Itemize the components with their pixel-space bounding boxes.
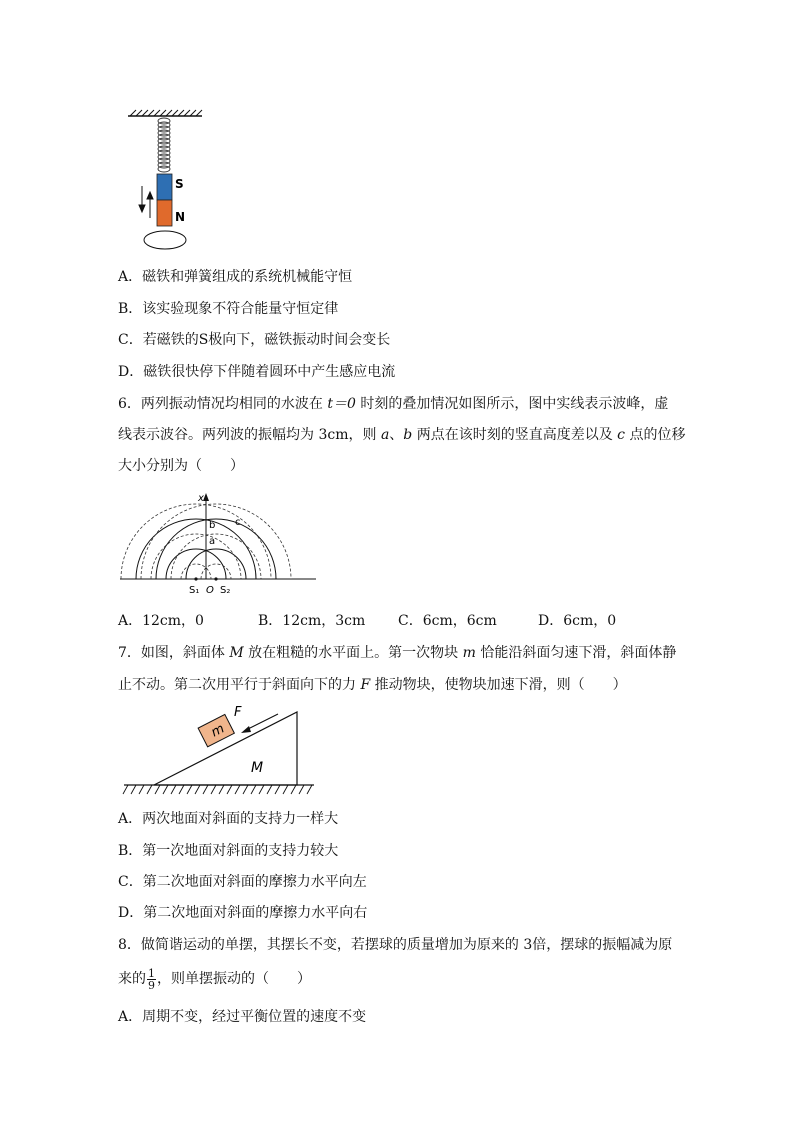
label-s1: S₁ xyxy=(189,585,200,596)
label-x: x xyxy=(198,493,204,504)
label-f: F xyxy=(234,705,242,720)
label-s: S xyxy=(175,177,184,191)
label-big-m: M xyxy=(251,760,264,776)
q8-stem-line2: 来的 $\frac{1}{9}$ ，则单摆振动的（ ） xyxy=(118,966,311,992)
label-a: a xyxy=(209,536,216,547)
q8-stem-line1: 8．做简谐运动的单摆，其摆长不变，若摆球的质量增加为原来的 3倍，摆球的振幅减为原 xyxy=(118,937,673,953)
label-c: c xyxy=(235,517,241,528)
label-o: O xyxy=(206,585,214,596)
magnet-s-pole xyxy=(157,174,172,200)
q7-option-b: B．第一次地面对斜面的支持力较大 xyxy=(118,843,339,859)
magnet-n-pole xyxy=(157,200,172,226)
q7-option-d: D．第二次地面对斜面的摩擦力水平向右 xyxy=(118,905,368,921)
q6-stem-line3: 大小分别为（ ） xyxy=(118,458,244,474)
q5-option-a: A．磁铁和弹簧组成的系统机械能守恒 xyxy=(118,269,353,285)
conducting-ring xyxy=(144,231,186,249)
q5-option-b: B．该实验现象不符合能量守恒定律 xyxy=(118,301,339,317)
label-n: N xyxy=(175,210,186,224)
q5-option-c: C．若磁铁的S极向下，磁铁振动时间会变长 xyxy=(118,332,391,348)
incline-figure xyxy=(120,702,320,798)
q6-option-c: C．6cm，6cm xyxy=(398,613,497,629)
q7-stem-line2: 止不动。第二次用平行于斜面向下的力 F 推动物块，使物块加速下滑，则（ ） xyxy=(118,677,627,693)
fraction-one-ninth: $\frac{1}{9}$ xyxy=(148,966,155,992)
q8-option-a: A．周期不变，经过平衡位置的速度不变 xyxy=(118,1009,367,1025)
q6-options xyxy=(118,611,616,631)
label-b: b xyxy=(209,520,216,531)
q6-stem-line1: 6．两列振动情况均相同的水波在 t＝0 时刻的叠加情况如图所示，图中实线表示波峰，虚 xyxy=(118,396,669,412)
force-f-arrow-icon xyxy=(241,714,278,733)
q6-option-a: A．12cm，0 xyxy=(118,613,204,629)
label-m: m xyxy=(208,721,227,741)
q6-stem-line2: 线表示波谷。两列波的振幅均为 3cm，则 a、b 两点在该时刻的竖直高度差以及 c 点的位移 xyxy=(118,427,686,443)
wave-interference-figure xyxy=(118,488,318,600)
q7-option-c: C．第二次地面对斜面的摩擦力水平向左 xyxy=(118,874,367,890)
q7-option-a: A．两次地面对斜面的支持力一样大 xyxy=(118,811,339,827)
q6-option-d: D．6cm，0 xyxy=(538,613,617,629)
q7-stem-line1: 7．如图，斜面体 M 放在粗糙的水平面上。第一次物块 m 恰能沿斜面匀速下滑，斜面体静 xyxy=(118,645,677,661)
q5-option-d: D．磁铁很快停下伴随着圆环中产生感应电流 xyxy=(118,364,396,380)
q6-option-b: B．12cm，3cm xyxy=(258,613,366,629)
motion-arrows-icon xyxy=(139,186,153,218)
spring-magnet-figure xyxy=(120,108,220,253)
label-s2: S₂ xyxy=(220,585,231,596)
